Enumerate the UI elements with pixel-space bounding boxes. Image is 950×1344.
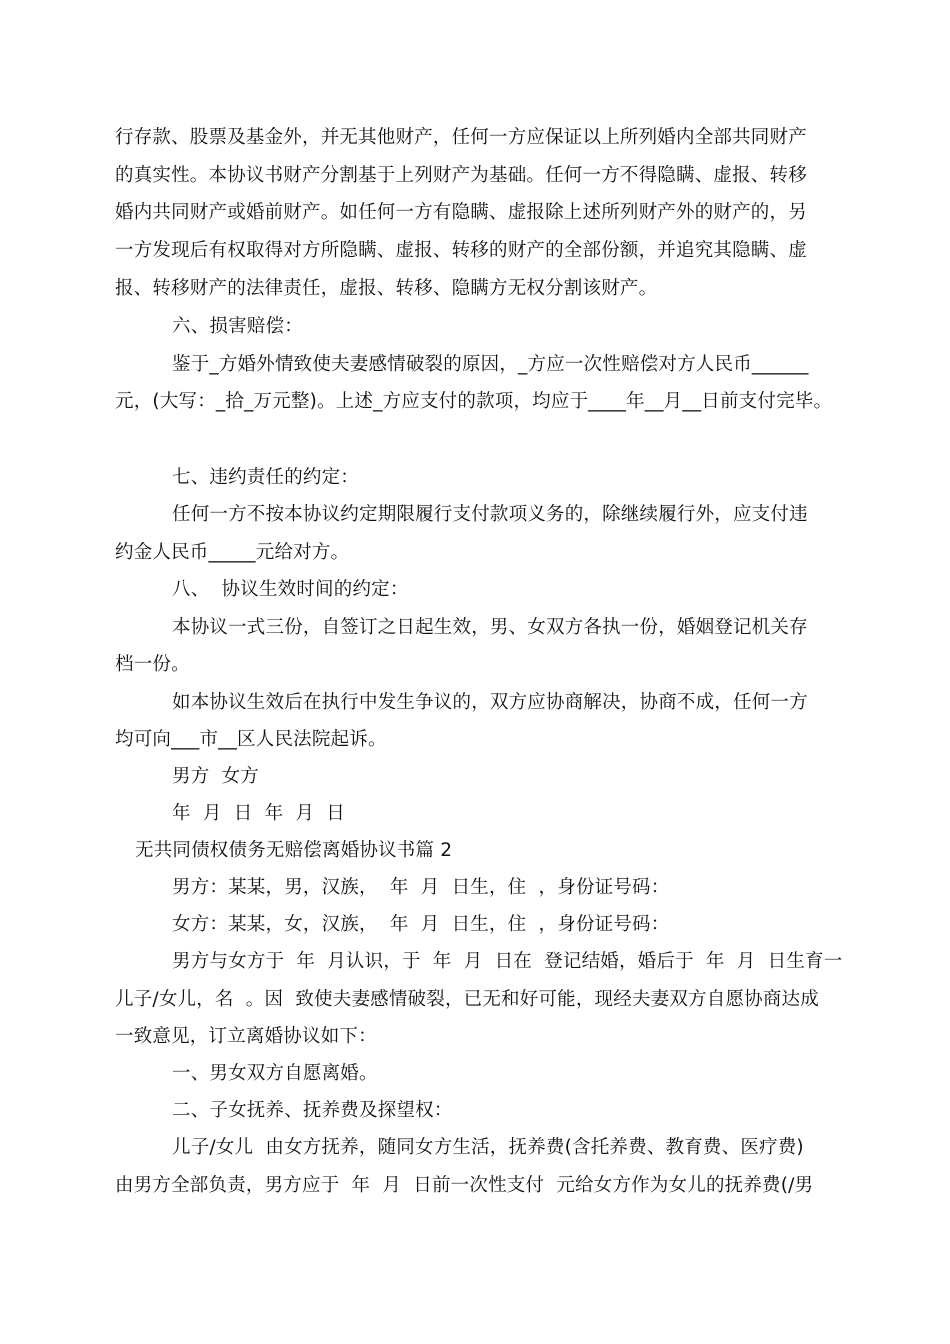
paragraph-line: 男方与女方于 年 月认识，于 年 月 日在 登记结婚，婚后于 年 月 日生育一	[172, 951, 843, 972]
section-heading: 二、子女抚养、抚养费及探望权：	[172, 1100, 453, 1121]
section-heading: 八、 协议生效时间的约定：	[172, 579, 409, 600]
paragraph-line: 如本协议生效后在执行中发生争议的，双方应协商解决，协商不成，任何一方	[172, 692, 808, 713]
paragraph-line: 均可向___市__区人民法院起诉。	[115, 729, 387, 750]
section-heading: 七、违约责任的约定：	[172, 467, 360, 488]
paragraph-line: 鉴于_方婚外情致使夫妻感情破裂的原因，_方应一次性赔偿对方人民币______	[172, 354, 809, 375]
paragraph-line: 约金人民币_____元给对方。	[115, 542, 350, 563]
paragraph-line: 儿子/女儿，名 。因 致使夫妻感情破裂，已无和好可能，现经夫妻双方自愿协商达成	[115, 989, 819, 1010]
paragraph-line: 儿子/女儿 由女方抚养，随同女方生活，抚养费(含托养费、教育费、医疗费)	[172, 1137, 804, 1158]
paragraph-line: 的真实性。本协议书财产分割基于上列财产为基础。任何一方不得隐瞒、虚报、转移	[115, 165, 807, 186]
paragraph-line: 由男方全部负责，男方应于 年 月 日前一次性支付 元给女方作为女儿的抚养费(/男	[115, 1175, 814, 1196]
date-line: 年 月 日 年 月 日	[172, 803, 346, 824]
paragraph-line: 一方发现后有权取得对方所隐瞒、虚报、转移的财产的全部份额，并追究其隐瞒、虚	[115, 240, 807, 261]
paragraph-line: 婚内共同财产或婚前财产。如任何一方有隐瞒、虚报除上述所列财产外的财产的，另	[115, 202, 807, 223]
paragraph-line: 任何一方不按本协议约定期限履行支付款项义务的，除继续履行外，应支付违	[172, 504, 808, 525]
paragraph-line: 一致意见，订立离婚协议如下：	[115, 1026, 377, 1047]
party-info-line: 男方：某某，男，汉族， 年 月 日生，住 ，身份证号码：	[172, 877, 670, 898]
section-heading: 一、男女双方自愿离婚。	[172, 1063, 378, 1084]
article-title: 无共同债权债务无赔偿离婚协议书篇 2	[135, 840, 453, 861]
paragraph-line: 本协议一式三份，自签订之日起生效，男、女双方各执一份，婚姻登记机关存	[172, 617, 808, 638]
section-heading: 六、损害赔偿：	[172, 316, 303, 337]
party-info-line: 女方：某某，女，汉族， 年 月 日生，住 ，身份证号码：	[172, 914, 670, 935]
paragraph-line: 报、转移财产的法律责任，虚报、转移、隐瞒方无权分割该财产。	[115, 278, 658, 299]
signature-line: 男方 女方	[172, 766, 259, 787]
paragraph-line: 行存款、股票及基金外，并无其他财产，任何一方应保证以上所列婚内全部共同财产	[115, 127, 807, 148]
paragraph-line: 元，(大写：_拾_万元整)。上述_方应支付的款项，均应于____年__月__日前支付完毕。	[115, 391, 833, 412]
paragraph-line: 档一份。	[115, 654, 190, 675]
